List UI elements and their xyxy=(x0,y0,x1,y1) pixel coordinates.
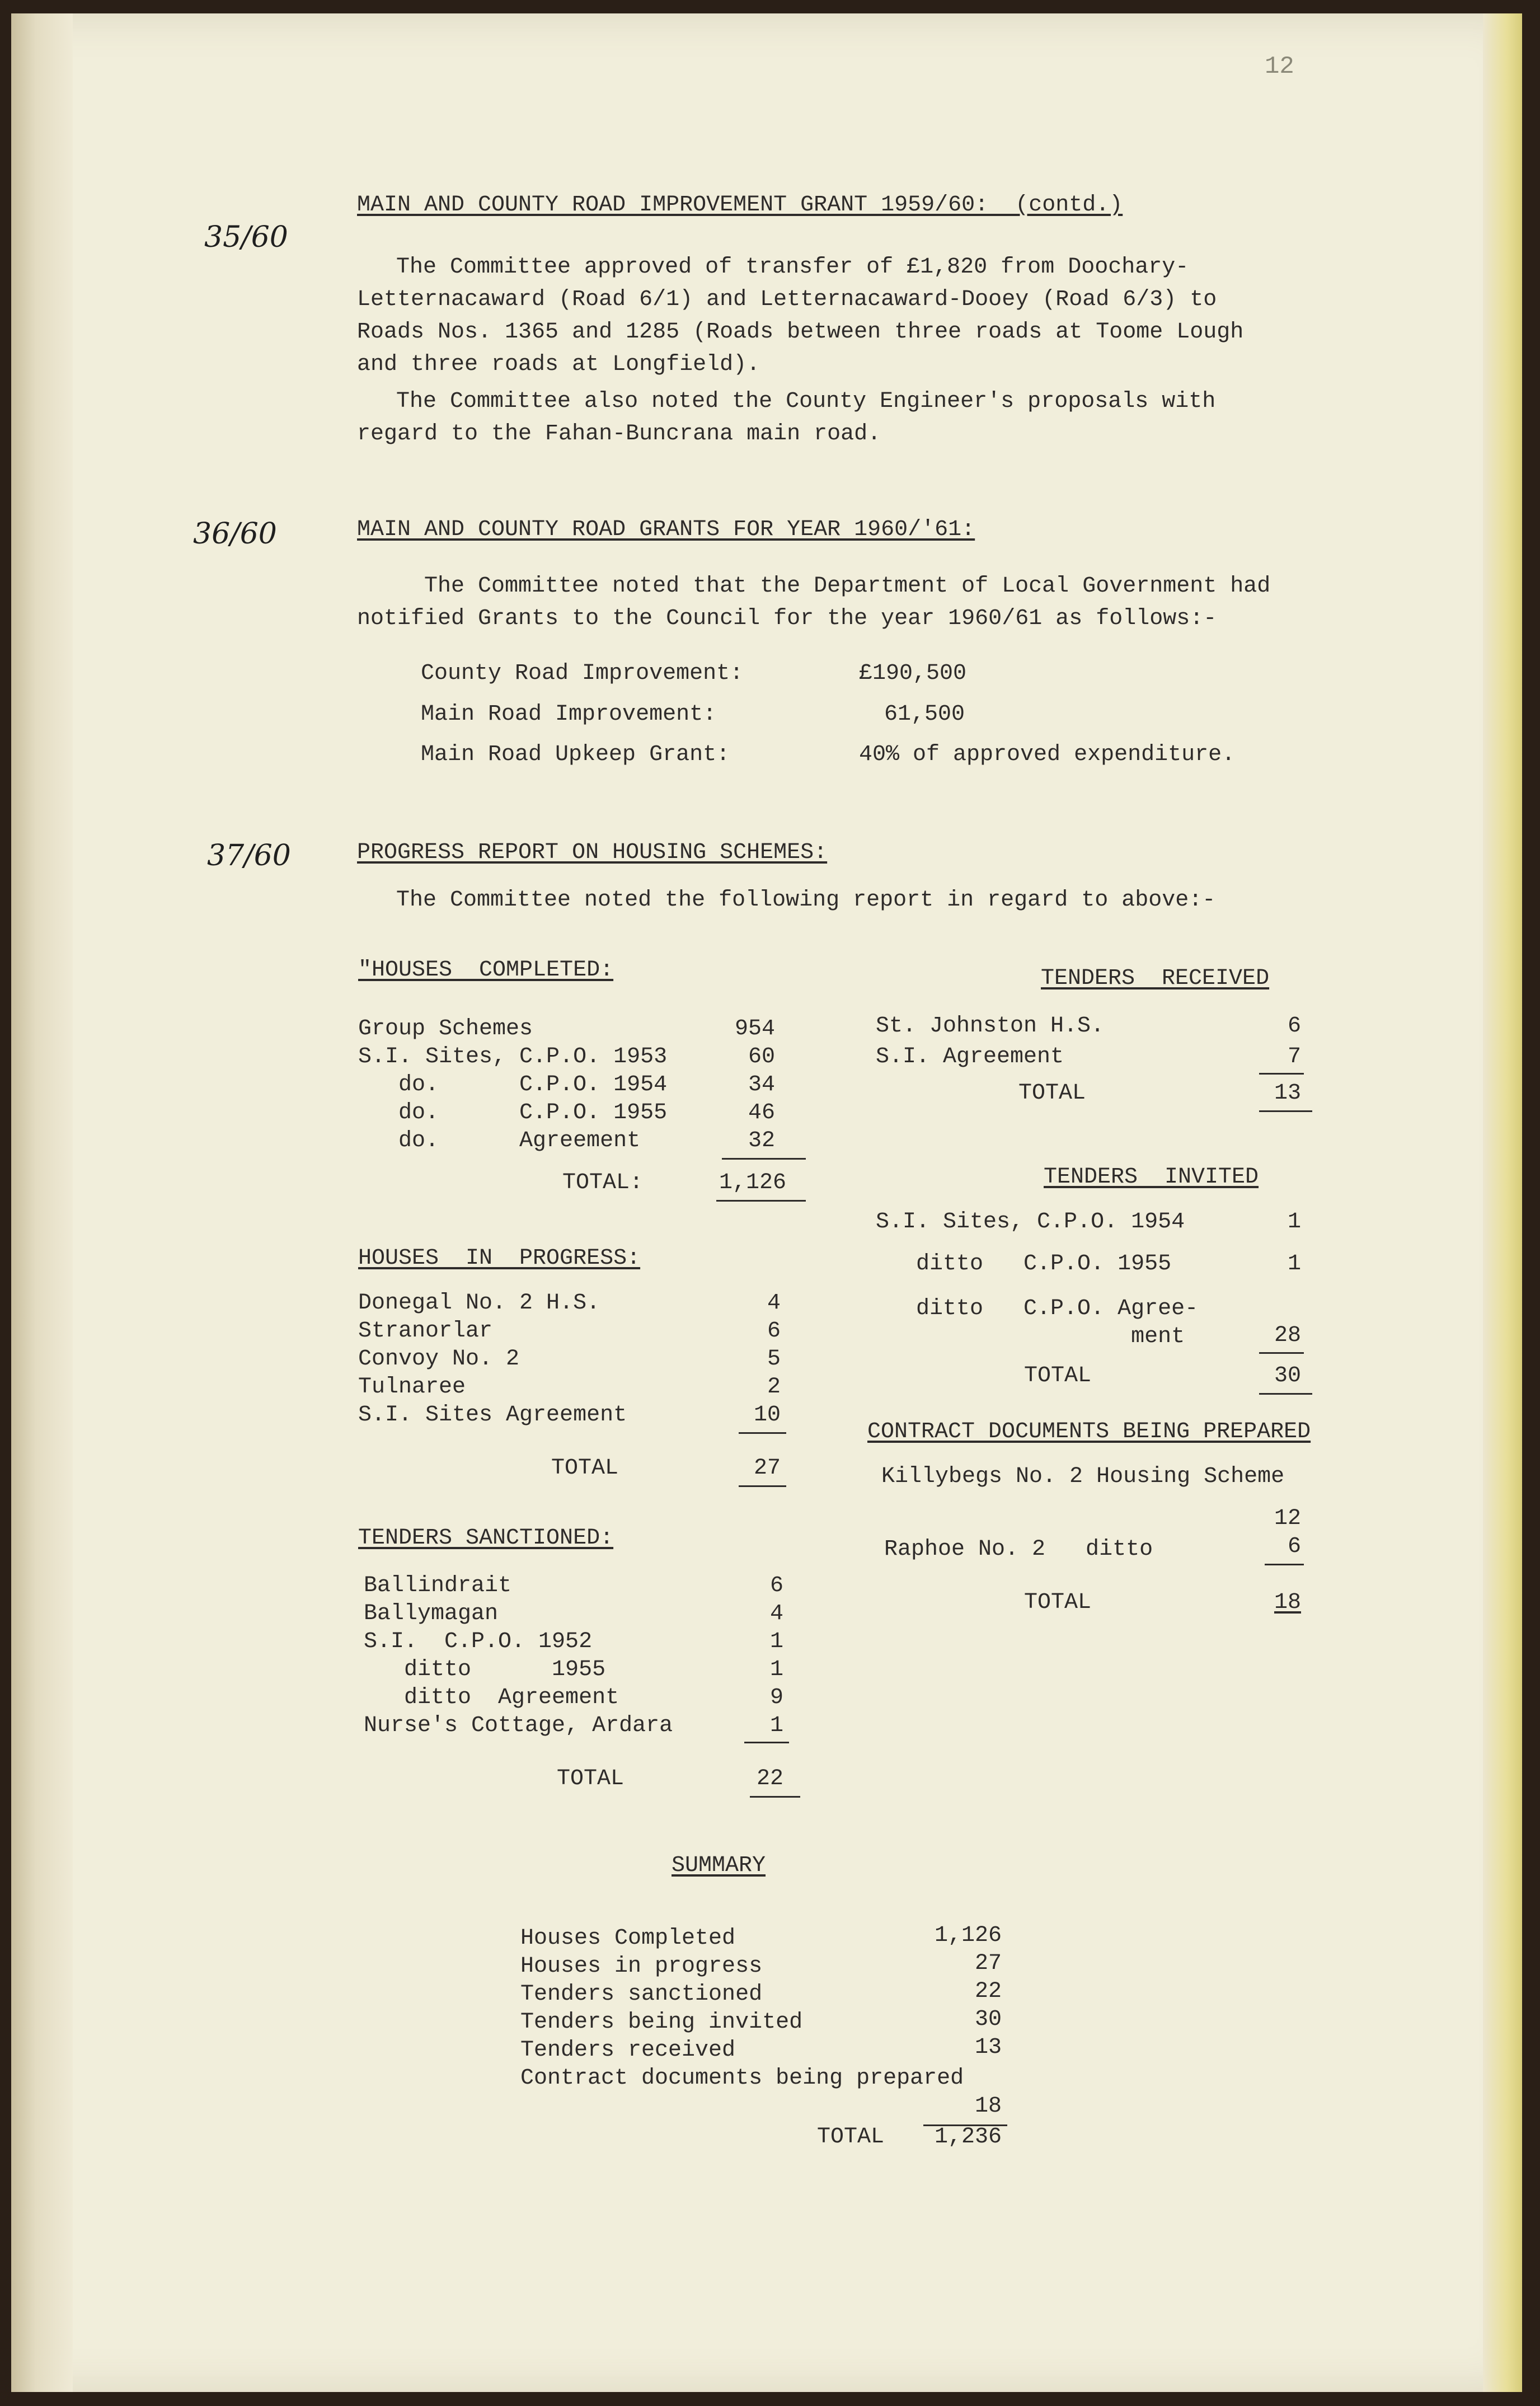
grant-value: 40% of approved expenditure. xyxy=(859,742,1236,767)
table-row-value: 18 xyxy=(974,2094,1002,2119)
page-edge xyxy=(1483,13,1522,2392)
table-row-value: 4 xyxy=(769,1601,783,1626)
table-row-label: Tenders sanctioned xyxy=(520,1982,763,2007)
table-row-value: 2 xyxy=(767,1375,781,1400)
grant-value: 61,500 xyxy=(884,702,965,727)
table-row-value: 10 xyxy=(753,1403,781,1428)
table-row-label: Tulnaree xyxy=(358,1375,466,1400)
total-value: 1,236 xyxy=(934,2124,1002,2150)
tenders-sanctioned-title: TENDERS SANCTIONED: xyxy=(358,1526,614,1551)
houses-in-progress-title: HOUSES IN PROGRESS: xyxy=(358,1246,641,1271)
table-row-value: 6 xyxy=(1287,1534,1301,1559)
table-row-value: 46 xyxy=(748,1100,775,1125)
table-row-label: Houses Completed xyxy=(520,1926,736,1951)
total-label: TOTAL xyxy=(551,1456,619,1481)
table-row-label: S.I. Sites, C.P.O. 1953 xyxy=(358,1044,668,1070)
table-row-label: ditto Agreement xyxy=(364,1685,619,1710)
table-row-value: 5 xyxy=(767,1347,781,1372)
table-row-label: Group Schemes xyxy=(358,1016,533,1042)
table-row-label: Killybegs No. 2 Housing Scheme xyxy=(881,1464,1285,1489)
table-row-label: Contract documents being prepared xyxy=(520,2066,964,2091)
total-value: 27 xyxy=(753,1456,781,1481)
minute-35-60-paragraph-2: The Committee also noted the County Engineer's proposals with regard to the Fahan-Buncrana main road. xyxy=(357,389,1216,447)
table-row-label: S.I. C.P.O. 1952 xyxy=(364,1629,593,1654)
grant-label: Main Road Upkeep Grant: xyxy=(421,742,730,767)
table-row-label: Ballindrait xyxy=(364,1573,512,1598)
summary-title: SUMMARY xyxy=(672,1853,766,1878)
houses-completed-title: "HOUSES COMPLETED: xyxy=(358,958,614,983)
total-value: 30 xyxy=(1274,1363,1301,1389)
total-label: TOTAL xyxy=(1018,1081,1086,1106)
table-row-label: Tenders being invited xyxy=(520,2010,803,2035)
table-row-value: 60 xyxy=(748,1044,775,1070)
minute-35-60-paragraph-1: The Committee approved of transfer of £1,820 from Doochary-Letternacaward (Road 6/1) and Letternacaward-Dooey (Road 6/3) to Roads Nos. 1365 and 1285 (Roads between three roads at Toome Lough and three roads at Longfield). xyxy=(357,255,1244,377)
minute-heading-36-60: MAIN AND COUNTY ROAD GRANTS FOR YEAR 1960/'61: xyxy=(357,517,975,542)
table-row-value: 1 xyxy=(1287,1209,1301,1235)
total-value: 1,126 xyxy=(719,1170,786,1195)
page-number: 12 xyxy=(1265,53,1294,81)
table-row-value: 6 xyxy=(767,1319,781,1344)
total-value: 22 xyxy=(756,1766,783,1791)
table-row-label: Houses in progress xyxy=(520,1954,763,1979)
table-row-label: Donegal No. 2 H.S. xyxy=(358,1291,600,1316)
minute-ref-37-60: 37/60 xyxy=(207,839,291,873)
table-row-value: 7 xyxy=(1287,1044,1301,1070)
table-row-label: S.I. Sites Agreement xyxy=(358,1403,627,1428)
table-row-value: 27 xyxy=(974,1951,1002,1976)
table-row-value: 6 xyxy=(769,1573,783,1598)
minute-ref-35-60: 35/60 xyxy=(204,221,288,254)
table-row-label: do. C.P.O. 1955 xyxy=(358,1100,668,1125)
table-row-label: ditto C.P.O. 1955 xyxy=(876,1251,1172,1277)
table-row-label: ditto C.P.O. Agree- ment xyxy=(916,1296,1199,1349)
table-row-label: Tenders received xyxy=(520,2038,736,2063)
table-row-value: 1,126 xyxy=(934,1923,1002,1948)
table-row-label: do. C.P.O. 1954 xyxy=(358,1072,668,1098)
table-row-value: 12 xyxy=(1274,1506,1301,1531)
grant-label: County Road Improvement: xyxy=(421,661,744,686)
table-row-value: 28 xyxy=(1274,1323,1301,1348)
total-label: TOTAL xyxy=(1024,1590,1092,1615)
minute-ref-36-60: 36/60 xyxy=(193,517,277,551)
table-row-value: 1 xyxy=(1287,1251,1301,1277)
minute-37-60-intro: The Committee noted the following report in regard to above:- xyxy=(396,888,1216,913)
table-row-label: S.I. Agreement xyxy=(876,1044,1064,1070)
total-value: 18 xyxy=(1274,1590,1301,1615)
table-row-label: St. Johnston H.S. xyxy=(876,1014,1105,1039)
table-row-value: 22 xyxy=(974,1979,1002,2004)
table-row-value: 4 xyxy=(767,1291,781,1316)
total-label: TOTAL: xyxy=(562,1170,644,1195)
table-row-value: 13 xyxy=(974,2035,1002,2060)
table-row-value: 32 xyxy=(748,1128,775,1153)
table-row-value: 1 xyxy=(769,1713,783,1738)
tenders-received-title: TENDERS RECEIVED xyxy=(1041,966,1270,991)
document-page xyxy=(11,13,1522,2392)
grant-value: £190,500 xyxy=(859,661,967,686)
tenders-invited-title: TENDERS INVITED xyxy=(1044,1165,1259,1190)
total-label: TOTAL xyxy=(1024,1363,1092,1389)
table-row-label: S.I. Sites, C.P.O. 1954 xyxy=(876,1209,1185,1235)
table-row-value: 34 xyxy=(748,1072,775,1098)
table-row-value: 6 xyxy=(1287,1014,1301,1039)
table-row-label: Stranorlar xyxy=(358,1319,493,1344)
table-row-value: 30 xyxy=(974,2007,1002,2032)
minute-heading-35-60: MAIN AND COUNTY ROAD IMPROVEMENT GRANT 1959/60: (contd.) xyxy=(357,193,1123,218)
minute-36-60-paragraph: The Committee noted that the Department of Local Government had notified Grants to the Council for the year 1960/61 as follows:- xyxy=(357,574,1271,631)
total-value: 13 xyxy=(1274,1081,1301,1106)
table-row-label: Ballymagan xyxy=(364,1601,499,1626)
table-row-label: ditto 1955 xyxy=(364,1657,606,1682)
book-binding xyxy=(11,13,73,2392)
table-row-value: 1 xyxy=(769,1657,783,1682)
table-row-label: Convoy No. 2 xyxy=(358,1347,520,1372)
contract-documents-title: CONTRACT DOCUMENTS BEING PREPARED xyxy=(867,1419,1311,1444)
table-row-label: do. Agreement xyxy=(358,1128,641,1153)
table-row-value: 954 xyxy=(734,1016,775,1042)
table-row-label: Raphoe No. 2 ditto xyxy=(884,1537,1153,1562)
grant-label: Main Road Improvement: xyxy=(421,702,717,727)
table-row-value: 9 xyxy=(769,1685,783,1710)
table-row-value: 1 xyxy=(769,1629,783,1654)
total-label: TOTAL xyxy=(557,1766,625,1791)
table-row-label: Nurse's Cottage, Ardara xyxy=(364,1713,673,1738)
total-label: TOTAL xyxy=(817,2124,885,2150)
minute-heading-37-60: PROGRESS REPORT ON HOUSING SCHEMES: xyxy=(357,840,828,865)
